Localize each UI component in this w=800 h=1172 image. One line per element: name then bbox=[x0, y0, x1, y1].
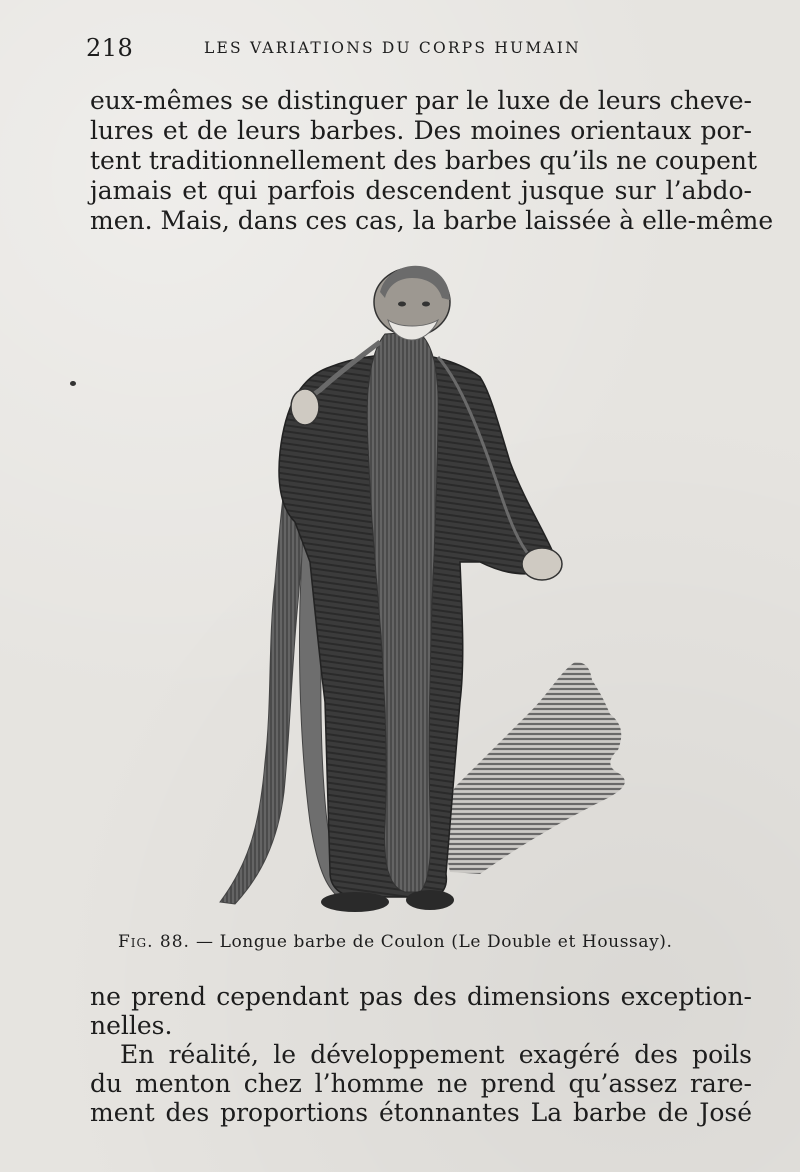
text-line: jamais et qui parfois descendent jusque sur l’abdo- bbox=[90, 176, 752, 205]
caption-text: — Longue barbe de Coulon (Le Double et Houssay). bbox=[195, 932, 673, 952]
text-line: ne prend cependant pas des dimensions exception- bbox=[90, 982, 752, 1011]
page-header bbox=[86, 34, 746, 64]
text-line: nelles. bbox=[90, 1011, 173, 1040]
text-line: men. Mais, dans ces cas, la barbe laissée à elle-même bbox=[90, 206, 774, 235]
running-head: LES VARIATIONS DU CORPS HUMAIN bbox=[204, 39, 581, 57]
page-number: 218 bbox=[86, 34, 134, 62]
bottom-paragraph bbox=[90, 982, 752, 1127]
ink-speck bbox=[70, 381, 76, 386]
text-line: lures et de leurs barbes. Des moines orientaux por- bbox=[90, 116, 752, 145]
text-line: du menton chez l’homme ne prend qu’assez rare- bbox=[90, 1069, 752, 1098]
figure-caption bbox=[118, 932, 738, 952]
text-line: ment des proportions étonnantes La barbe de José bbox=[90, 1098, 752, 1127]
figure-label: Fig. 88. bbox=[118, 932, 190, 952]
text-line: eux-mêmes se distinguer par le luxe de leurs cheve- bbox=[90, 86, 752, 115]
text-line: tent traditionnellement des barbes qu’ils ne coupent bbox=[90, 146, 758, 175]
bearded-man-illustration bbox=[180, 262, 650, 922]
figure-illustration bbox=[180, 262, 650, 922]
text-line: En réalité, le développement exagéré des poils bbox=[120, 1040, 752, 1069]
top-paragraph bbox=[90, 86, 774, 236]
